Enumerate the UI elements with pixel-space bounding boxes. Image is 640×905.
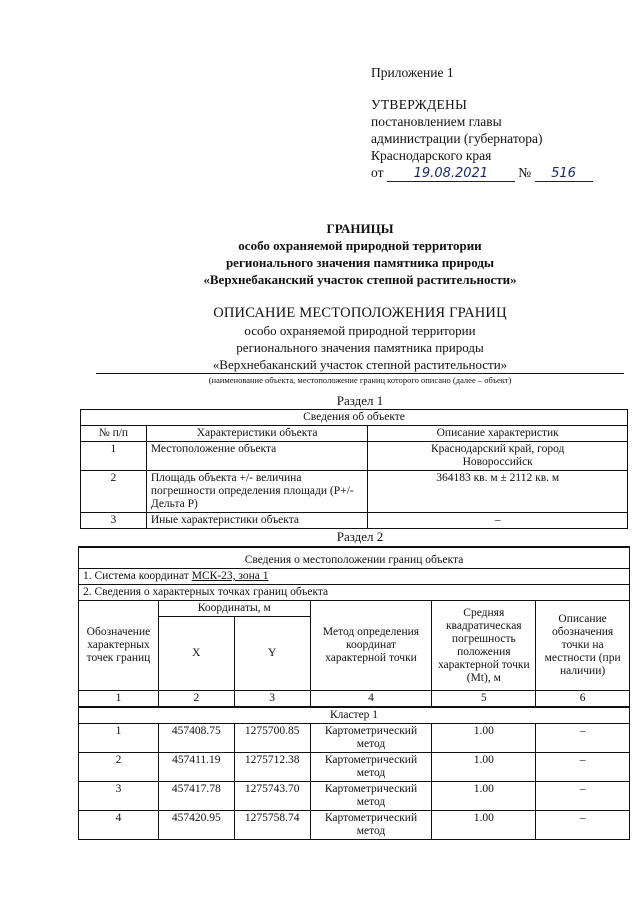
point-method: Картометрический метод (310, 811, 432, 840)
point-y: 1275712.38 (234, 753, 310, 782)
point-marking: – (536, 724, 630, 753)
row-description: 364183 кв. м ± 2112 кв. м (368, 471, 628, 513)
row-num: 2 (81, 471, 147, 513)
table-row (79, 753, 630, 782)
description-line-1: особо охраняемой природной территории (244, 323, 476, 338)
row-num: 3 (81, 513, 147, 529)
section-2-table-title: Сведения о местоположении границ объекта (79, 547, 630, 569)
point-id: 3 (79, 782, 159, 811)
approval-line-1: постановлением главы (371, 114, 502, 129)
point-method: Картометрический метод (310, 753, 432, 782)
point-id: 2 (79, 753, 159, 782)
point-id: 1 (79, 724, 159, 753)
point-y: 1275758.74 (234, 811, 310, 840)
col-number: 6 (536, 691, 630, 708)
section-1-title: Раздел 1 (336, 393, 384, 408)
table-row (79, 724, 630, 753)
row-description: – (368, 513, 628, 529)
point-marking: – (536, 753, 630, 782)
description-rule (96, 373, 624, 374)
from-label: от (371, 165, 384, 180)
row-characteristic: Иные характеристики объекта (146, 513, 368, 529)
header-y: Y (234, 617, 310, 691)
description-line-3: «Верхнебаканский участок степной растительности» (212, 357, 508, 372)
header-characteristic: Характеристики объекта (146, 426, 368, 442)
approved-label: УТВЕРЖДЕНЫ (371, 97, 468, 112)
col-number: 5 (432, 691, 536, 708)
approval-number: 516 (535, 166, 593, 182)
description-block (60, 305, 640, 373)
col-number: 1 (79, 691, 159, 708)
header-description: Описание характеристик (368, 426, 628, 442)
point-accuracy: 1.00 (432, 724, 536, 753)
description-heading: ОПИСАНИЕ МЕСТОПОЛОЖЕНИЯ ГРАНИЦ (213, 305, 507, 321)
point-marking: – (536, 811, 630, 840)
header-accuracy: Средняя квадратическая погрешность положения характерной точки (Mt), м (432, 601, 536, 691)
approval-line-3: Краснодарского края (371, 148, 492, 163)
appendix-label: Приложение 1 (371, 65, 454, 80)
point-x: 457417.78 (158, 782, 234, 811)
description-caption: (наименование объекта, местоположение границ которого описано (далее – объект) (208, 375, 512, 385)
row-description: Краснодарский край, город Новороссийск (368, 442, 628, 471)
approval-date-number (371, 164, 593, 182)
approval-line-2: администрации (губернатора) (371, 131, 543, 146)
header-coords: Координаты, м (158, 601, 310, 617)
row-characteristic: Местоположение объекта (146, 442, 368, 471)
point-y: 1275700.85 (234, 724, 310, 753)
point-x: 457411.19 (158, 753, 234, 782)
title-line-1: особо охраняемой природной территории (238, 238, 482, 253)
section-2-title: Раздел 2 (336, 529, 384, 544)
row-characteristic: Площадь объекта +/- величина погрешности определения площади (P+/- Дельта P) (146, 471, 368, 513)
header-num: № п/п (81, 426, 147, 442)
column-numbers-row (79, 691, 630, 708)
table-row (79, 811, 630, 840)
title-line-2: регионального значения памятника природы (225, 255, 495, 270)
header-x: X (158, 617, 234, 691)
point-x: 457408.75 (158, 724, 234, 753)
coord-system-row (79, 569, 630, 585)
approval-date: 19.08.2021 (387, 166, 515, 182)
coord-system-prefix: 1. Система координат (83, 570, 192, 582)
section-1-table (80, 409, 628, 529)
point-accuracy: 1.00 (432, 782, 536, 811)
point-method: Картометрический метод (310, 782, 432, 811)
point-accuracy: 1.00 (432, 811, 536, 840)
title-line-3: «Верхнебаканский участок степной растительности» (203, 272, 517, 287)
section-2-table (78, 546, 630, 840)
table-row (81, 471, 628, 513)
point-accuracy: 1.00 (432, 753, 536, 782)
approval-block (371, 64, 593, 182)
header-marking: Описание обозначения точки на местности (при наличии) (536, 601, 630, 691)
document-title (60, 220, 640, 288)
point-x: 457420.95 (158, 811, 234, 840)
number-label: № (518, 165, 532, 180)
col-number: 2 (158, 691, 234, 708)
coord-system-value: МСК-23, зона 1 (191, 570, 269, 582)
cluster-label: Кластер 1 (79, 707, 630, 724)
header-point: Обозначение характерных точек границ (79, 601, 159, 691)
point-marking: – (536, 782, 630, 811)
section-1-table-title: Сведения об объекте (81, 410, 628, 426)
points-info-row: 2. Сведения о характерных точках границ объекта (79, 585, 630, 601)
point-id: 4 (79, 811, 159, 840)
description-line-2: регионального значения памятника природы (236, 340, 484, 355)
point-method: Картометрический метод (310, 724, 432, 753)
col-number: 4 (310, 691, 432, 708)
col-number: 3 (234, 691, 310, 708)
table-row (81, 513, 628, 529)
row-num: 1 (81, 442, 147, 471)
title-heading: ГРАНИЦЫ (326, 221, 394, 236)
header-method: Метод определения координат характерной точки (310, 601, 432, 691)
point-y: 1275743.70 (234, 782, 310, 811)
table-row (81, 442, 628, 471)
table-row (79, 782, 630, 811)
